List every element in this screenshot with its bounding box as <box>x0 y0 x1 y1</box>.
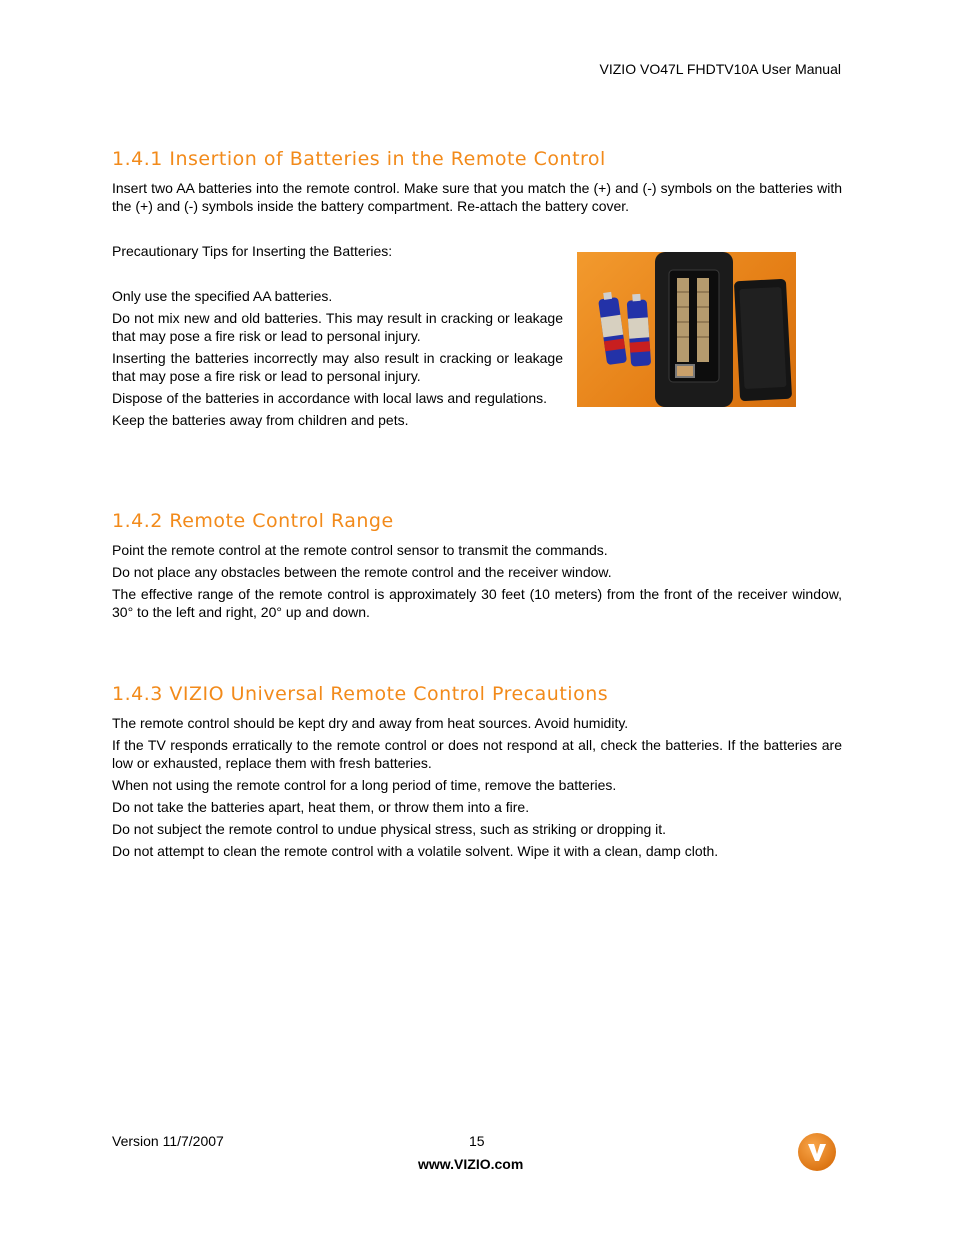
section-remote-range <box>112 510 842 625</box>
page-number: 15 <box>469 1133 485 1149</box>
section-battery-insertion <box>112 148 842 433</box>
tip-item: Do not mix new and old batteries. This may result in cracking or leakage that may pose a fire risk or lead to personal injury. <box>112 310 563 344</box>
precaution-paragraph: The remote control should be kept dry and away from heat sources. Avoid humidity. <box>112 715 629 731</box>
remote-battery-illustration <box>577 252 796 407</box>
precaution-paragraph: Do not subject the remote control to undue physical stress, such as striking or dropping it. <box>112 821 667 837</box>
range-paragraph: Do not place any obstacles between the remote control and the receiver window. <box>112 564 612 580</box>
vizio-logo-icon <box>797 1132 837 1172</box>
footer-url: www.VIZIO.com <box>418 1156 524 1172</box>
section-remote-precautions <box>112 683 842 864</box>
tips-title: Precautionary Tips for Inserting the Batteries: <box>112 243 393 259</box>
tip-item: Keep the batteries away from children and pets. <box>112 412 409 428</box>
section-heading: 1.4.2 Remote Control Range <box>112 510 394 532</box>
remote-battery-photo <box>577 252 796 407</box>
tip-item: Inserting the batteries incorrectly may also result in cracking or leakage that may pose a fire risk or lead to personal injury. <box>112 350 563 384</box>
range-paragraph: Point the remote control at the remote control sensor to transmit the commands. <box>112 542 608 558</box>
section-heading: 1.4.3 VIZIO Universal Remote Control Precautions <box>112 683 609 705</box>
tips-list <box>112 287 563 429</box>
tip-item: Only use the specified AA batteries. <box>112 288 333 304</box>
tip-item: Dispose of the batteries in accordance with local laws and regulations. <box>112 390 548 406</box>
precaution-paragraph: If the TV responds erratically to the remote control or does not respond at all, check the batteries. If the batteries are low or exhausted, replace them with fresh batteries. <box>112 737 842 771</box>
page-header: VIZIO VO47L FHDTV10A User Manual <box>599 61 841 77</box>
precaution-paragraph: When not using the remote control for a long period of time, remove the batteries. <box>112 777 617 793</box>
range-paragraph: The effective range of the remote control is approximately 30 feet (10 meters) from the front of the receiver window, 30° to the left and right, 20° up and down. <box>112 586 842 620</box>
intro-paragraph: Insert two AA batteries into the remote control. Make sure that you match the (+) and (-) symbols on the batteries with the (+) and (-) symbols inside the battery compartment. Re-attach the battery cover. <box>112 180 842 214</box>
section-heading: 1.4.1 Insertion of Batteries in the Remote Control <box>112 148 606 170</box>
footer-version: Version 11/7/2007 <box>112 1133 224 1149</box>
precaution-paragraph: Do not attempt to clean the remote control with a volatile solvent. Wipe it with a clean, damp cloth. <box>112 843 719 859</box>
precaution-paragraph: Do not take the batteries apart, heat them, or throw them into a fire. <box>112 799 530 815</box>
